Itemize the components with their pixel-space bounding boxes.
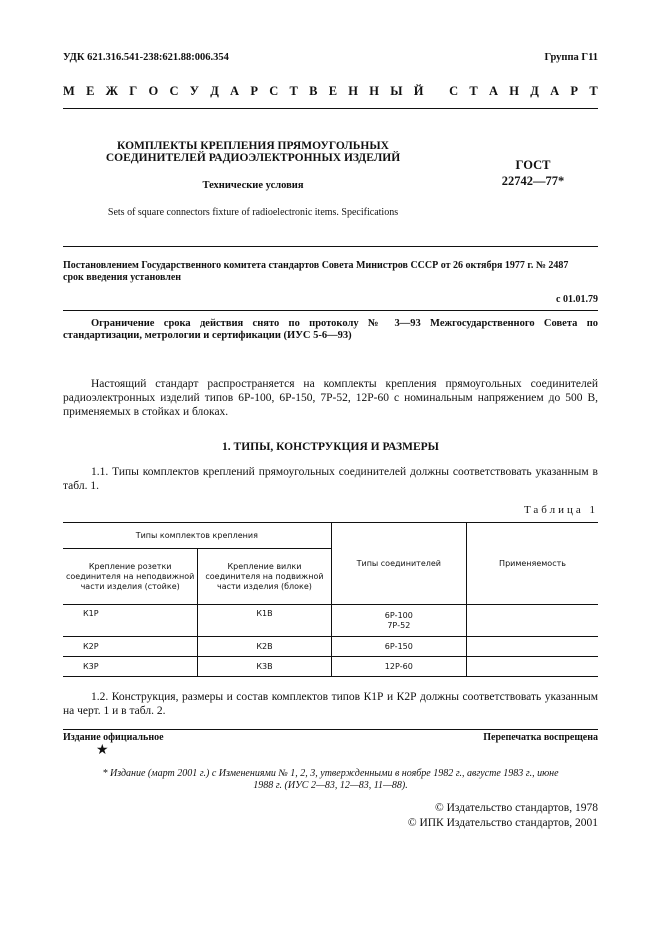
banner-letter: Р [570, 84, 579, 98]
copyright-2001: © ИПК Издательство стандартов, 2001 [407, 817, 598, 829]
banner-letter: О [148, 84, 159, 98]
section-1-heading: 1. ТИПЫ, КОНСТРУКЦИЯ И РАЗМЕРЫ [222, 441, 439, 453]
star-icon: ★ [96, 743, 109, 758]
banner-letter: Т [469, 84, 478, 98]
cell-applicability [467, 605, 598, 637]
udc-code: УДК 621.316.541-238:621.88:006.354 [63, 52, 229, 63]
edition-note [63, 768, 598, 792]
cell-plug: К3В [198, 657, 331, 677]
title-subtitle: Технические условия [202, 180, 304, 191]
banner-letter: Н [348, 84, 359, 98]
table-row [63, 637, 598, 657]
decree-line-1: Постановлением Государственного комитета стандартов Совета Министров СССР от 26 октября 1977 г. № 2487 [63, 260, 569, 271]
banner-letter: А [230, 84, 240, 98]
banner-letter: Р [250, 84, 258, 98]
paragraph-1-2: 1.2. Конструкция, размеры и состав комплектов типов К1Р и К2Р должны соответствовать указанным на черт. 1 и в табл. 2. [63, 691, 598, 717]
banner-letter: Ы [390, 84, 403, 98]
footer-rule [63, 729, 598, 730]
gost-number: 22742—77* [501, 174, 565, 188]
paragraph-1-1: 1.1. Типы комплектов креплений прямоугольных соединителей должны соответствовать указанным в табл. 1. [63, 466, 598, 492]
title-line-1: КОМПЛЕКТЫ КРЕПЛЕНИЯ ПРЯМОУГОЛЬНЫХ [117, 140, 389, 152]
banner-letter: С [269, 84, 279, 98]
banner-letter: А [489, 84, 499, 98]
banner-letter: Д [210, 84, 219, 98]
banner-letter: Т [289, 84, 298, 98]
cell-connector: 12Р-60 [331, 657, 466, 677]
decree-rule [63, 310, 598, 311]
table-row [63, 657, 598, 677]
banner-letter: Е [328, 84, 338, 98]
cell-connector: 6Р-150 [331, 637, 466, 657]
connector-type: 6Р-100 [384, 610, 413, 620]
column-header-plug-mount: Крепление вилки соединителя на подвижной части изделия (блоке) [198, 549, 331, 605]
banner-letter: А [550, 84, 560, 98]
limitation-notice: Ограничение срока действия снято по протоколу № 3—93 Межгосударственного Совета по стандартизации, метрологии и сертификации (ИУС 5-6—93) [63, 318, 598, 341]
decree-text [63, 260, 598, 284]
cell-plug: К1В [198, 605, 331, 637]
effective-date: с 01.01.79 [556, 294, 598, 305]
banner-letter: Й [413, 84, 424, 98]
connector-type: 7Р-52 [387, 620, 411, 630]
cell-socket: К2Р [63, 637, 198, 657]
banner-letter: Д [530, 84, 539, 98]
banner-gap [435, 84, 438, 99]
banner-letter: М [63, 84, 75, 98]
banner-letter: В [309, 84, 318, 98]
banner-letter: С [169, 84, 179, 98]
group-code: Группа Г11 [544, 52, 598, 63]
interstate-standard-banner [63, 84, 598, 99]
table-row [63, 605, 598, 637]
cell-socket: К1Р [63, 605, 198, 637]
table-1 [63, 522, 598, 677]
table-1-caption: Таблица 1 [523, 504, 598, 516]
banner-letter: Ж [105, 84, 119, 98]
reprint-prohibited: Перепечатка воспрещена [483, 732, 598, 743]
banner-letter: У [189, 84, 199, 98]
cell-plug: К2В [198, 637, 331, 657]
banner-letter: Н [369, 84, 379, 98]
cell-applicability [467, 637, 598, 657]
official-edition: Издание официальное [63, 732, 164, 743]
gost-label: ГОСТ [515, 158, 551, 172]
cell-socket: К3Р [63, 657, 198, 677]
edition-note-line-1: * Издание (март 2001 г.) с Изменениями № 1, 2, 3, утвержденными в ноябре 1982 г., августе 1983 г., июне [102, 768, 559, 779]
top-rule [63, 108, 598, 109]
title-block [63, 140, 443, 218]
decree-line-2: срок введения установлен [63, 272, 182, 283]
intro-paragraph: Настоящий стандарт распространяется на комплекты крепления прямоугольных соединителей радиоэлектронных изделий типов 6Р-100, 6Р-150, 7Р-52, 12Р-60 с номинальным напряжением до 500 В, применяемых в стойках и блоках. [63, 378, 598, 418]
column-header-socket-mount: Крепление розетки соединителя на неподвижной части изделия (стойке) [63, 549, 198, 605]
banner-letter: С [449, 84, 459, 98]
cell-applicability [467, 657, 598, 677]
column-header-applicability: Применяемость [467, 523, 598, 605]
copyright-1978: © Издательство стандартов, 1978 [434, 802, 598, 814]
title-rule [63, 246, 598, 247]
banner-letter: Н [509, 84, 520, 98]
banner-letter: Г [129, 84, 138, 98]
column-header-connector-types: Типы соединителей [331, 523, 466, 605]
cell-connector [331, 605, 466, 637]
edition-note-line-2: 1988 г. (ИУС 2—83, 12—83, 11—88). [253, 780, 408, 791]
english-title: Sets of square connectors fixture of radioelectronic items. Specifications [107, 207, 399, 218]
banner-letter: Т [589, 84, 598, 98]
gost-designation [478, 157, 588, 189]
group-header: Типы комплектов крепления [63, 523, 331, 549]
title-line-2: СОЕДИНИТЕЛЕЙ РАДИОЭЛЕКТРОННЫХ ИЗДЕЛИЙ [105, 152, 401, 164]
banner-letter: Е [86, 84, 95, 98]
